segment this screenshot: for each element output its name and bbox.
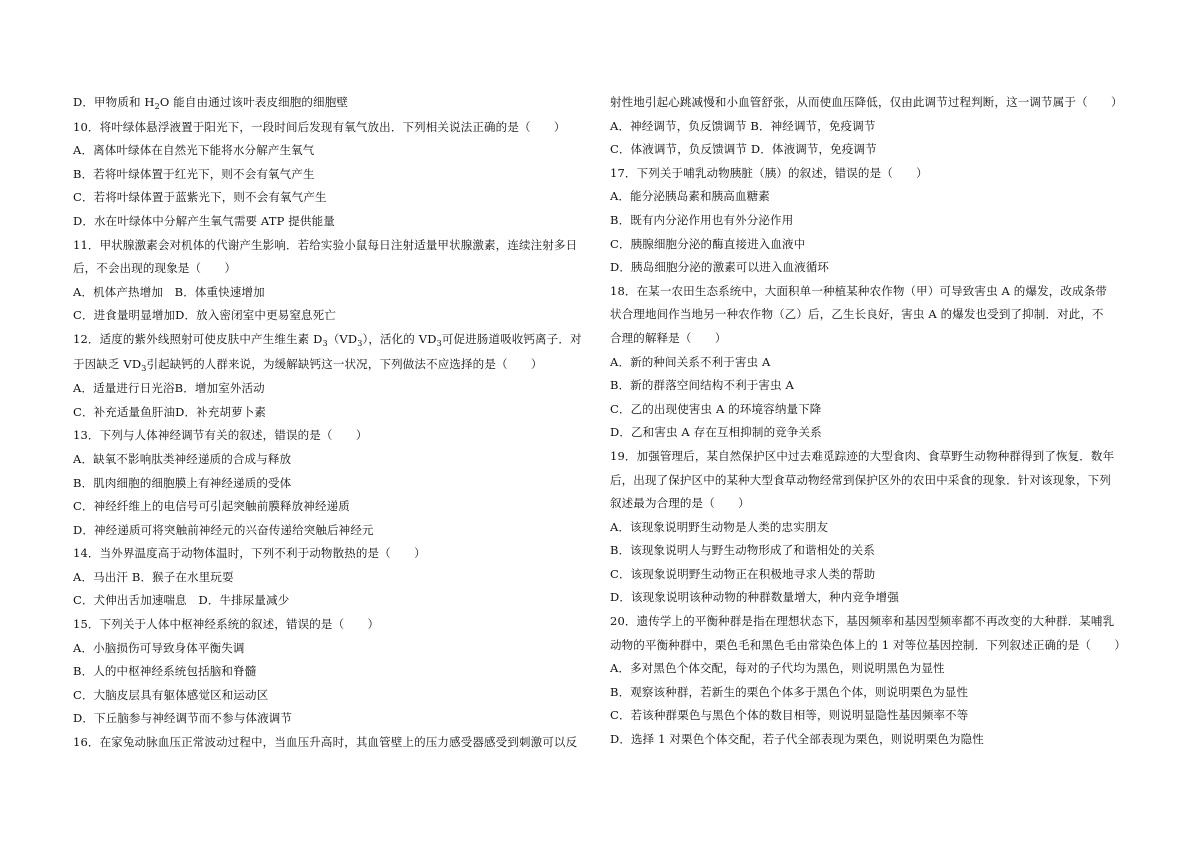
question-16-stem: 16．在家兔动脉血压正常波动过程中，当血压升高时，其血管壁上的压力感受器感受到刺激可以反 xyxy=(73,735,578,750)
question-17-option-a: A．能分泌胰岛素和胰高血糖素 xyxy=(610,189,770,204)
question-20-option-c: C．若该种群栗色与黑色个体的数目相等，则说明显隐性基因频率不等 xyxy=(610,708,969,723)
question-13-option-d: D．神经递质可将突触前神经元的兴奋传递给突触后神经元 xyxy=(73,522,374,537)
question-19-option-d: D．该现象说明该种动物的种群数量增大，种内竞争增强 xyxy=(610,590,899,605)
question-17-option-b: B．既有内分泌作用也有外分泌作用 xyxy=(610,212,794,227)
question-14-options-cd: C．犬伸出舌加速喘息 D．牛排尿量减少 xyxy=(73,593,290,608)
question-19-stem-cont: 叙述最为合理的是（ ） xyxy=(610,496,750,511)
question-14-options-ab: A．马出汗 B．猴子在水里玩耍 xyxy=(73,569,234,584)
question-15-option-a: A．小脑损伤可导致身体平衡失调 xyxy=(73,640,245,655)
question-18-option-d: D．乙和害虫 A 存在互相抑制的竞争关系 xyxy=(610,425,822,440)
question-18-stem-cont: 状合理地间作当地另一种农作物（乙）后，乙生长良好，害虫 A 的爆发也受到了抑制．对此，不 xyxy=(610,307,1104,322)
question-19-option-c: C．该现象说明野生动物正在积极地寻求人类的帮助 xyxy=(610,566,876,581)
question-16-options-ab: A．神经调节，负反馈调节 B．神经调节，免疫调节 xyxy=(610,118,876,133)
question-17-stem: 17．下列关于哺乳动物胰脏（胰）的叙述，错误的是（ ） xyxy=(610,165,928,180)
question-10-stem: 10．将叶绿体悬浮液置于阳光下，一段时间后发现有氧气放出．下列相关说法正确的是（ ） xyxy=(73,119,566,134)
question-16-options-cd: C．体液调节，负反馈调节 D．体液调节，免疫调节 xyxy=(610,142,877,157)
question-15-option-b: B．人的中枢神经系统包括脑和脊髓 xyxy=(73,664,257,679)
question-10-option-a: A．离体叶绿体在自然光下能将水分解产生氧气 xyxy=(73,143,315,158)
question-17-option-d: D．胰岛细胞分泌的激素可以进入血液循环 xyxy=(610,260,830,275)
question-12-stem-cont: 于因缺乏 $VD_3$引起缺钙的人群来说，为缓解缺钙这一状况，下列做法不应选择的是（ ） xyxy=(73,356,543,373)
question-10-option-d: D．水在叶绿体中分解产生氧气需要 ATP 提供能量 xyxy=(73,213,335,228)
question-12-options-ab: A．适量进行日光浴B．增加室外活动 xyxy=(73,381,265,396)
question-11-options-cd: C．进食量明显增加D．放入密闭室中更易窒息死亡 xyxy=(73,308,336,323)
question-12-options-cd: C．补充适量鱼肝油D．补充胡萝卜素 xyxy=(73,404,267,419)
question-13-option-a: A．缺氧不影响肽类神经递质的合成与释放 xyxy=(73,451,292,466)
question-10-option-b: B．若将叶绿体置于红光下，则不会有氧气产生 xyxy=(73,166,315,181)
text-line: D．甲物质和 $H_2O$ 能自由通过该叶表皮细胞的细胞壁 xyxy=(73,95,348,111)
subscript: 3 xyxy=(436,338,442,348)
question-20-option-d: D．选择 1 对栗色个体交配，若子代全部表现为栗色，则说明栗色为隐性 xyxy=(610,732,984,747)
question-13-option-b: B．肌肉细胞的细胞膜上有神经递质的受体 xyxy=(73,475,292,490)
question-11-stem-cont: 后，不会出现的现象是（ ） xyxy=(73,261,237,276)
question-15-option-c: C．大脑皮层具有躯体感觉区和运动区 xyxy=(73,687,269,702)
question-19-option-a: A．该现象说明野生动物是人类的忠实朋友 xyxy=(610,519,829,534)
question-15-stem: 15．下列关于人体中枢神经系统的叙述，错误的是（ ） xyxy=(73,617,380,632)
question-13-stem: 13．下列与人体神经调节有关的叙述，错误的是（ ） xyxy=(73,428,368,443)
subscript: 3 xyxy=(141,363,147,373)
question-11-stem: 11．甲状腺激素会对机体的代谢产生影响．若给实验小鼠每日注射适量甲状腺激素，连续注射多日 xyxy=(73,237,578,252)
left-column xyxy=(73,91,591,755)
question-17-option-c: C．胰腺细胞分泌的酶直接进入血液中 xyxy=(610,236,806,251)
question-20-option-b: B．观察该种群，若新生的栗色个体多于黑色个体，则说明栗色为显性 xyxy=(610,684,969,699)
subscript: 2 xyxy=(154,102,160,111)
question-20-stem-cont: 动物的平衡种群中，栗色毛和黑色毛由常染色体上的 1 对等位基因控制．下列叙述正确的是（ ） xyxy=(610,637,1127,652)
subscript: 3 xyxy=(322,338,328,348)
question-18-option-a: A．新的种间关系不利于害虫 A xyxy=(610,354,771,369)
question-10-option-c: C．若将叶绿体置于蓝紫光下，则不会有氧气产生 xyxy=(73,190,327,205)
right-column xyxy=(610,91,1130,752)
question-12-stem: 12．适度的紫外线照射可使皮肤中产生维生素 $D_3(VD_3)$，活化的 $VD_3$可促进肠道吸收钙离子．对 xyxy=(73,331,582,348)
question-16-stem-cont: 射性地引起心跳减慢和小血管舒张，从而使血压降低，仅由此调节过程判断，这一调节属于（ ） xyxy=(610,95,1123,109)
question-18-option-c: C．乙的出现使害虫 A 的环境容纳量下降 xyxy=(610,401,822,416)
question-19-stem-cont: 后，出现了保护区中的某种大型食草动物经常到保护区外的农田中采食的现象．针对该现象，下列 xyxy=(610,472,1111,487)
subscript: 3 xyxy=(357,338,363,348)
question-20-stem: 20．遗传学上的平衡种群是指在理想状态下，基因频率和基因型频率都不再改变的大种群．某哺乳 xyxy=(610,614,1115,629)
question-18-option-b: B．新的群落空间结构不利于害虫 A xyxy=(610,378,794,393)
question-14-stem: 14．当外界温度高于动物体温时，下列不利于动物散热的是（ ） xyxy=(73,546,426,561)
question-19-option-b: B．该现象说明人与野生动物形成了和谐相处的关系 xyxy=(610,543,875,558)
question-18-stem: 18．在某一农田生态系统中，大面积单一种植某种农作物（甲）可导致害虫 A 的爆发，改成条带 xyxy=(610,283,1107,298)
question-13-option-c: C．神经纤维上的电信号可引起突触前膜释放神经递质 xyxy=(73,499,350,514)
question-11-options-ab: A．机体产热增加 B．体重快速增加 xyxy=(73,284,265,299)
question-19-stem: 19．加强管理后，某自然保护区中过去难觅踪迹的大型食肉、食草野生动物种群得到了恢复．数年 xyxy=(610,448,1115,463)
question-15-option-d: D．下丘脑参与神经调节而不参与体液调节 xyxy=(73,711,293,726)
question-20-option-a: A．多对黑色个体交配，每对的子代均为黑色，则说明黑色为显性 xyxy=(610,661,945,676)
question-18-stem-cont: 合理的解释是（ ） xyxy=(610,330,727,345)
